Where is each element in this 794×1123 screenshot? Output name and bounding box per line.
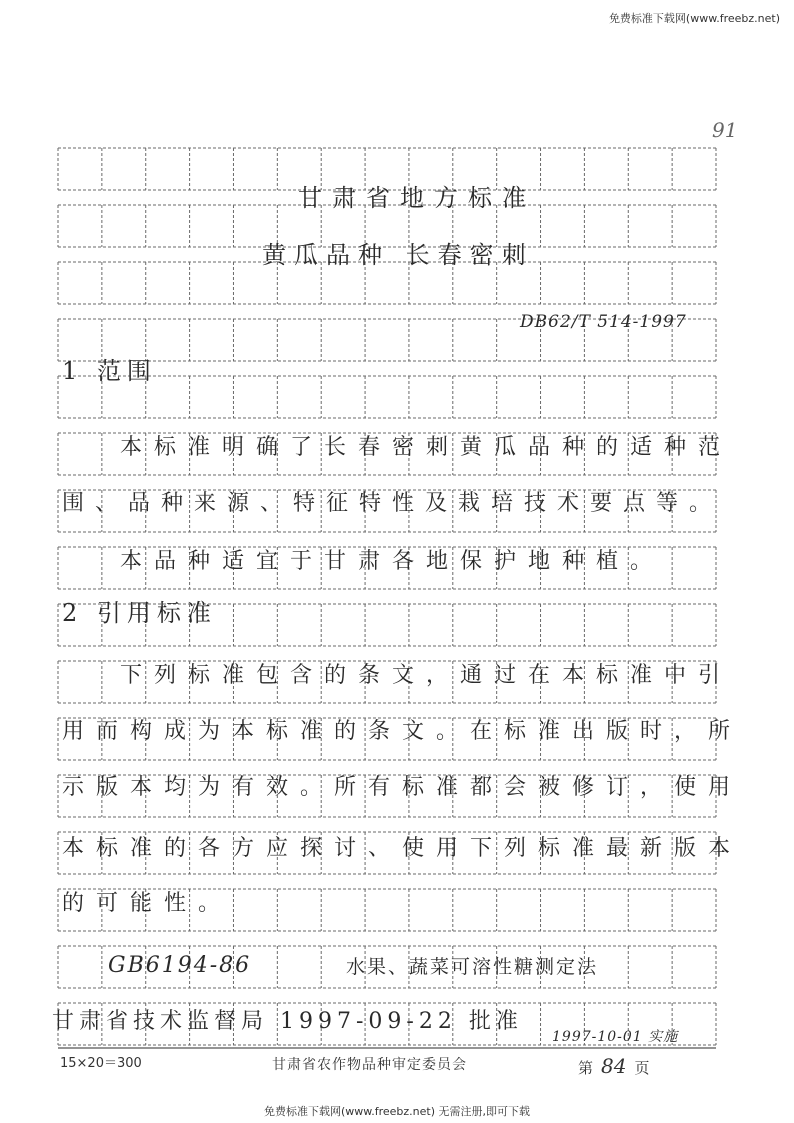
section2-line2: 用而构成为本标准的条文。在标准出版时，所	[62, 719, 743, 744]
section1-line1: 本标准明确了长春密刺黄瓜品种的适种范	[120, 435, 733, 460]
reference-code: GB6194-86	[108, 953, 252, 978]
page-prefix: 第	[578, 1059, 594, 1077]
reference-title: 水果、蔬菜可溶性糖测定法	[346, 956, 599, 978]
grid-size-label: 15×20＝300	[60, 1056, 142, 1071]
page-number-value: 84	[601, 1054, 627, 1078]
page-suffix: 页	[634, 1059, 650, 1077]
section2-heading: 2 引用标准	[62, 599, 217, 627]
bottom-watermark: 免费标准下载网(www.freebz.net) 无需注册,即可下载	[263, 1105, 531, 1118]
section1-heading: 1 范围	[62, 357, 157, 385]
section2-line1: 下列标准包含的条文，通过在本标准中引	[120, 663, 733, 688]
title: 甘肃省地方标准	[298, 184, 536, 212]
subtitle: 黄瓜品种 长春密刺	[262, 241, 534, 269]
section1-line3: 本品种适宜于甘肃各地保护地种植。	[120, 549, 665, 574]
page-number	[578, 1054, 649, 1078]
section2-line5: 的可能性。	[62, 891, 233, 916]
section2-line4: 本标准的各方应探讨、使用下列标准最新版本	[62, 836, 743, 861]
standard-code: DB62/T 514-1997	[520, 312, 687, 332]
section1-line2: 围、品种来源、特征特性及栽培技术要点等。	[62, 491, 723, 516]
page-mark: 91	[712, 118, 738, 142]
section2-line3: 示版本均为有效。所有标准都会被修订，使用	[62, 775, 743, 800]
header-watermark: 免费标准下载网(www.freebz.net)	[608, 12, 780, 25]
approval-line: 甘肃省技术监督局 1997-09-22 批准	[52, 1009, 523, 1034]
implementation-date: 1997-10-01 实施	[552, 1029, 679, 1045]
committee-name: 甘肃省农作物品种审定委员会	[272, 1057, 467, 1073]
